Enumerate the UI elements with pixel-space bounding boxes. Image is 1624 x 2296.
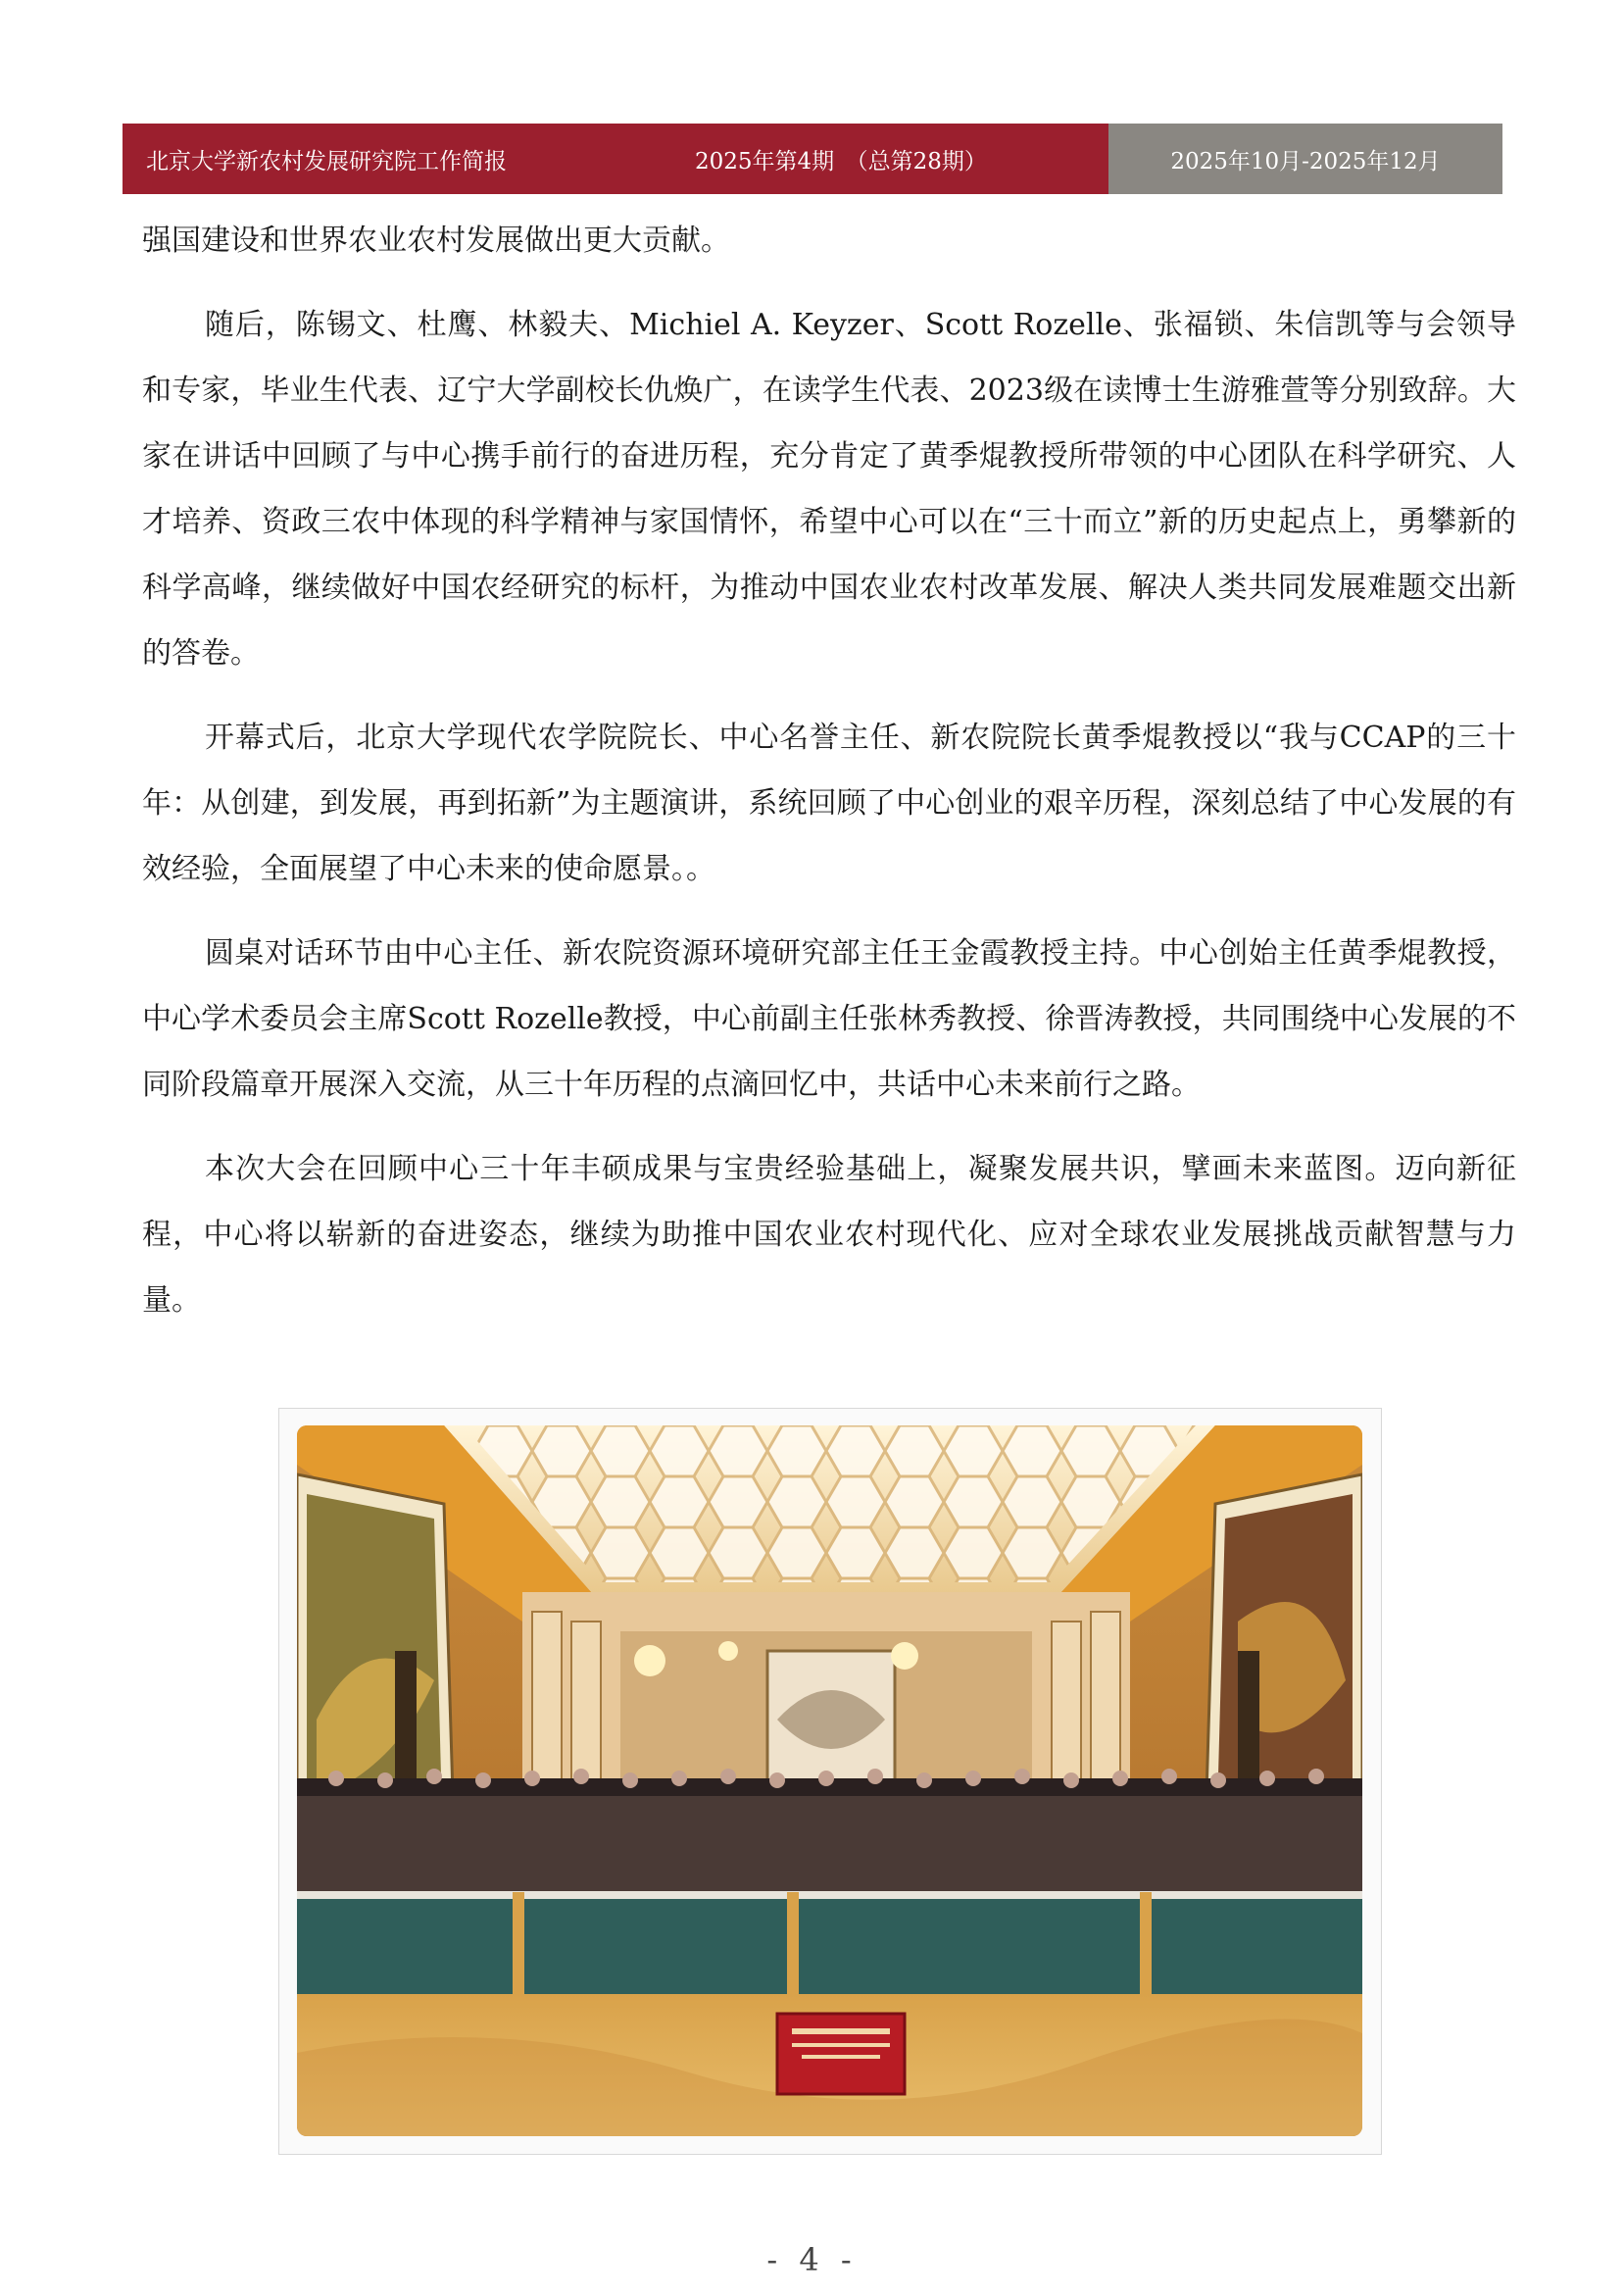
header-period-bar [1108,124,1502,194]
paragraph-1: 强国建设和世界农业农村发展做出更大贡献。 [142,224,730,258]
page-header [123,124,1502,194]
paragraph-4: 圆桌对话环节由中心主任、新农院资源环境研究部主任王金霞教授主持。中心创始主任黄季焜教授，中心学术委员会主席Scott Rozelle教授，中心前副主任张林秀教授、徐晋涛教授，共同围绕中心发展的不同阶段篇章开展深入交流，从三十年历程的点滴回忆中，共话中心未来前行之路。 [142,936,1516,1102]
paragraph-3: 开幕式后，北京大学现代农学院院长、中心名誉主任、新农院院长黄季焜教授以“我与CCAP的三十年：从创建，到发展，再到拓新”为主题演讲，系统回顾了中心创业的艰辛历程，深刻总结了中心发展的有效经验，全面展望了中心未来的使命愿景。。 [142,721,1516,886]
page-number: - 4 - [766,2241,858,2278]
header-period: 2025年10月-2025年12月 [1170,148,1441,175]
conference-hall-photo [297,1425,1362,2136]
header-issue: 2025年第4期 （总第28期） [695,148,987,175]
header-org-name: 北京大学新农村发展研究院工作简报 [146,148,507,175]
photo-frame [278,1408,1382,2155]
article-body [142,208,1516,1352]
paragraph-2: 随后，陈锡文、杜鹰、林毅夫、Michiel A. Keyzer、Scott Rozelle、张福锁、朱信凯等与会领导和专家，毕业生代表、辽宁大学副校长仇焕广，在读学生代表、2023级在读博士生游雅萱等分别致辞。大家在讲话中回顾了与中心携手前行的奋进历程，充分肯定了黄季焜教授所带领的中心团队在科学研究、人才培养、资政三农中体现的科学精神与家国情怀，希望中心可以在“三十而立”新的历史起点上，勇攀新的科学高峰，继续做好中国农经研究的标杆，为推动中国农业农村改革发展、解决人类共同发展难题交出新的答卷。 [142,308,1516,671]
header-title-bar [123,124,1108,194]
paragraph-5: 本次大会在回顾中心三十年丰硕成果与宝贵经验基础上，凝聚发展共识，擘画未来蓝图。迈向新征程，中心将以崭新的奋进姿态，继续为助推中国农业农村现代化、应对全球农业发展挑战贡献智慧与力量。 [142,1152,1516,1318]
